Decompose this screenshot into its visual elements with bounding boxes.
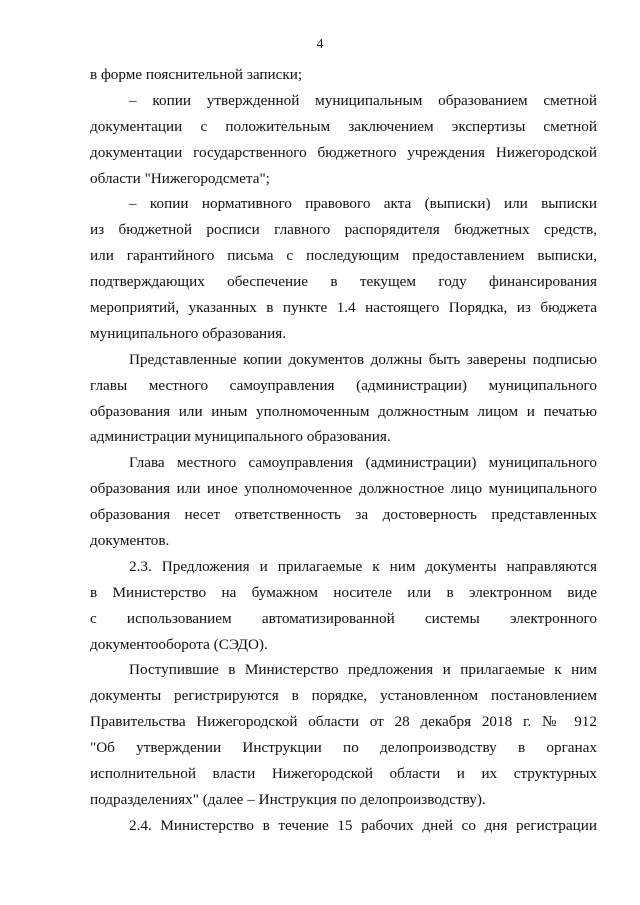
text-line: или гарантийного письма с последующим предоставлением выписки, bbox=[90, 247, 597, 265]
text-line: документооборота (СЭДО). bbox=[90, 635, 268, 653]
text-line: документов. bbox=[90, 532, 170, 550]
text-line: образования или иным уполномоченным должностным лицом и печатью bbox=[90, 402, 597, 420]
text-line: документации государственного бюджетного учреждения Нижегородской bbox=[90, 143, 597, 161]
text-line: в Министерство на бумажном носителе или в электронном виде bbox=[90, 583, 597, 601]
text-line: – копии утвержденной муниципальным образованием сметной bbox=[129, 91, 597, 109]
text-line: в форме пояснительной записки; bbox=[90, 66, 303, 83]
text-line: образования несет ответственность за достоверность представленных bbox=[90, 506, 597, 524]
document-body bbox=[90, 62, 597, 839]
text-line: мероприятий, указанных в пункте 1.4 настоящего Порядка, из бюджета bbox=[90, 299, 597, 317]
text-line: подтверждающих обеспечение в текущем году финансирования bbox=[90, 273, 597, 291]
text-line: – копии нормативного правового акта (выписки) или выписки bbox=[129, 195, 597, 213]
text-line: главы местного самоуправления (администрации) муниципального bbox=[90, 376, 597, 394]
text-line: 2.4. Министерство в течение 15 рабочих дней со дня регистрации bbox=[129, 816, 597, 834]
text-line: документы регистрируются в порядке, установленном постановлением bbox=[90, 687, 597, 705]
text-line: 2.3. Предложения и прилагаемые к ним документы направляются bbox=[129, 557, 597, 575]
text-line: Правительства Нижегородской области от 28 декабря 2018 г. № 912 bbox=[90, 713, 597, 731]
text-line: образования или иное уполномоченное должностное лицо муниципального bbox=[90, 480, 597, 498]
text-line: Поступившие в Министерство предложения и прилагаемые к ним bbox=[129, 661, 597, 679]
text-line: администрации муниципального образования. bbox=[90, 428, 391, 446]
text-line: документации с положительным заключением экспертизы сметной bbox=[90, 117, 597, 135]
text-line: подразделениях" (далее – Инструкция по делопроизводству). bbox=[90, 790, 486, 808]
text-line: "Об утверждении Инструкции по делопроизводству в органах bbox=[90, 739, 597, 757]
text-line: исполнительной власти Нижегородской области и их структурных bbox=[90, 765, 597, 783]
page-number: 4 bbox=[316, 37, 324, 52]
text-line: области "Нижегородсмета"; bbox=[90, 169, 270, 187]
text-line: из бюджетной росписи главного распорядителя бюджетных средств, bbox=[90, 221, 597, 239]
text-line: с использованием автоматизированной системы электронного bbox=[90, 609, 597, 627]
text-line: Представленные копии документов должны быть заверены подписью bbox=[129, 350, 597, 368]
text-line: Глава местного самоуправления (администрации) муниципального bbox=[129, 454, 597, 472]
text-line: муниципального образования. bbox=[90, 324, 287, 342]
